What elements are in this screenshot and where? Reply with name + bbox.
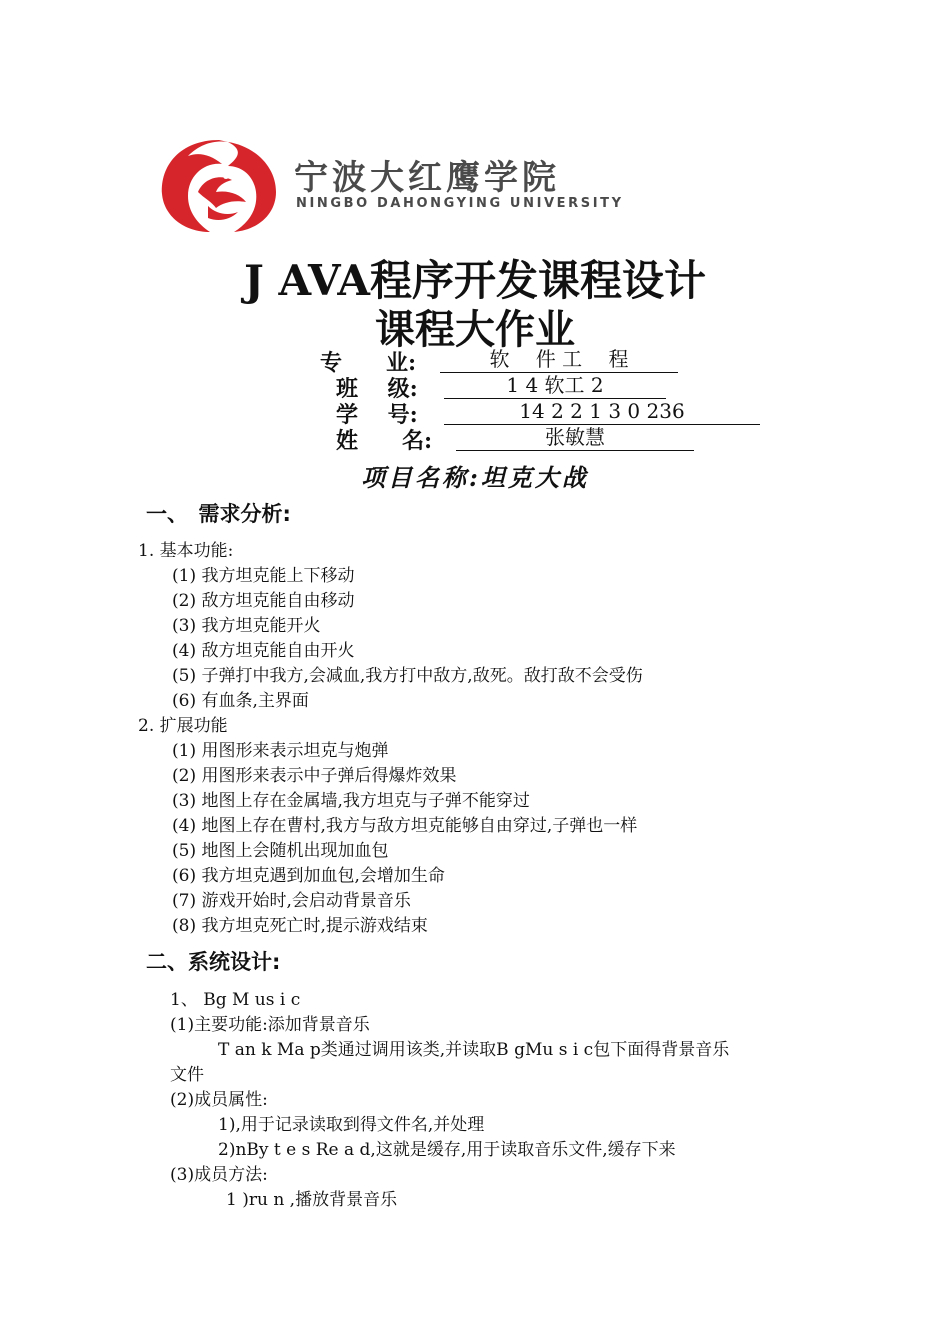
- section-heading-design: 二、系统设计:: [146, 950, 281, 974]
- class-label: 班 级:: [336, 376, 418, 402]
- list-item: (1) 我方坦克能上下移动: [172, 566, 355, 586]
- student-id-label: 学 号:: [336, 402, 418, 428]
- course-title: J AVA程序开发课程设计: [244, 256, 706, 305]
- university-logo-icon: [158, 136, 280, 234]
- list-item: (7) 游戏开始时,会启动背景音乐: [172, 891, 411, 911]
- list-item: (4) 敌方坦克能自由开火: [172, 641, 355, 661]
- list-item: (3) 地图上存在金属墙,我方坦克与子弹不能穿过: [172, 791, 530, 811]
- student-name-label: 姓 名:: [336, 428, 433, 454]
- attribute-item: 2)nBy t e s Re a d,这就是缓存,用于读取音乐文件,缓存下来: [218, 1140, 676, 1160]
- major-label: 专 业:: [320, 350, 417, 376]
- university-name-en: NINGBO DAHONGYING UNIVERSITY: [296, 196, 624, 211]
- assignment-title: 课程大作业: [375, 306, 575, 353]
- method-item: 1 )ru n ,播放背景音乐: [226, 1190, 398, 1210]
- list-item: (3) 我方坦克能开火: [172, 616, 321, 636]
- project-title: 项目名称:坦克大战: [361, 463, 589, 492]
- extended-features-heading: 2. 扩展功能: [138, 716, 228, 736]
- list-item: (6) 我方坦克遇到加血包,会增加生命: [172, 866, 445, 886]
- list-item: (5) 地图上会随机出现加血包: [172, 841, 389, 861]
- description-line: T an k Ma p类通过调用该类,并读取B gMu s i c包下面得背景音乐: [218, 1040, 730, 1060]
- list-item: (1) 用图形来表示坦克与炮弹: [172, 741, 389, 761]
- class-name-line: 1、 Bg M us i c: [170, 990, 301, 1010]
- student-name-value: 张敏慧: [456, 424, 694, 451]
- basic-features-heading: 1. 基本功能:: [138, 541, 234, 561]
- list-item: (8) 我方坦克死亡时,提示游戏结束: [172, 916, 428, 936]
- university-name-cn: 宁波大红鹰学院: [294, 158, 560, 198]
- student-id-value: 14 2 2 1 3 0 236: [444, 398, 760, 425]
- list-item: (5) 子弹打中我方,会减血,我方打中敌方,敌死。敌打敌不会受伤: [172, 666, 643, 686]
- description-line-cont: 文件: [170, 1065, 204, 1085]
- member-attributes-line: (2)成员属性:: [170, 1090, 268, 1110]
- list-item: (2) 用图形来表示中子弹后得爆炸效果: [172, 766, 457, 786]
- list-item: (4) 地图上存在曹村,我方与敌方坦克能够自由穿过,子弹也一样: [172, 816, 638, 836]
- class-value: 1 4 软工 2: [444, 372, 666, 399]
- member-methods-line: (3)成员方法:: [170, 1165, 268, 1185]
- major-value: 软 件 工 程: [440, 346, 678, 373]
- main-function-line: (1)主要功能:添加背景音乐: [170, 1015, 370, 1035]
- list-item: (2) 敌方坦克能自由移动: [172, 591, 355, 611]
- section-heading-requirements: 一、 需求分析:: [146, 502, 291, 526]
- attribute-item: 1),用于记录读取到得文件名,并处理: [218, 1115, 485, 1135]
- list-item: (6) 有血条,主界面: [172, 691, 309, 711]
